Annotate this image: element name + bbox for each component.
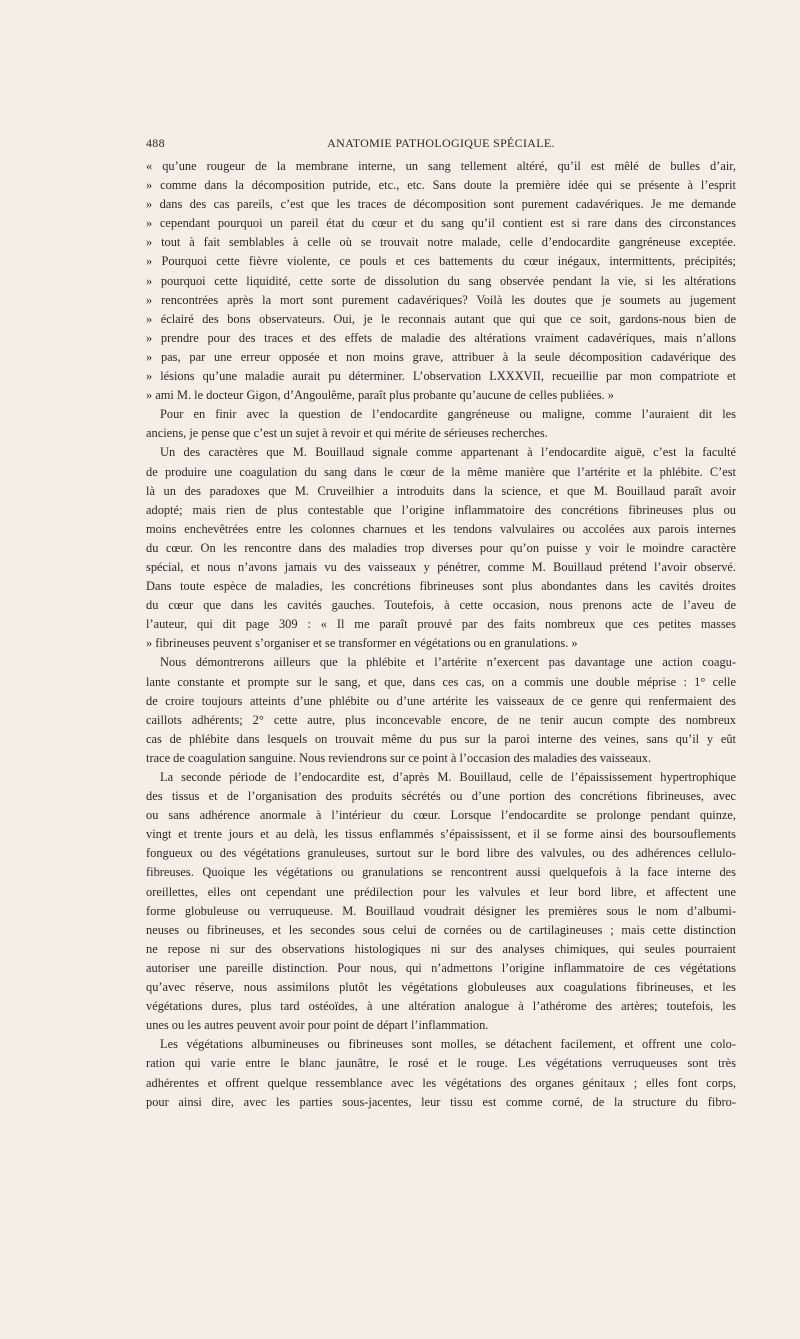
text-line: Dans toute espèce de maladies, les concrétions fibrineuses sont plus abondantes dans les cavités droites <box>146 579 736 594</box>
page-header <box>146 136 736 154</box>
text-line: anciens, je pense que c’est un sujet à revoir et qui mérite de sérieuses recherches. <box>146 426 548 441</box>
text-line: autoriser une pareille distinction. Pour nous, qui n’admettons l’origine inflammatoire de ces végétations <box>146 960 736 975</box>
text-line: oreillettes, elles ont cependant une prédilection pour les valvules et leur bord libre, et affectent une <box>146 884 736 899</box>
page-number: 488 <box>146 136 165 150</box>
text-line: végétations dures, plus tard ostéoïdes, à une altération analogue à l’athérome des artères; toutefois, les <box>146 999 736 1014</box>
text-line: du cœur. On les rencontre dans des maladies trop diverses pour qu’on puisse y voir le moindre caractère <box>146 540 736 555</box>
text-line: vingt et trente jours et au delà, les tissus enflammés s’épaississent, et il se forme ainsi des boursouflements <box>146 827 736 842</box>
text-line: unes ou les autres peuvent avoir pour point de départ l’inflammation. <box>146 1018 489 1033</box>
text-line: l’auteur, qui dit page 309 : « Il me paraît prouvé par des faits nombreux que ces petites masses <box>146 617 736 632</box>
text-line: » fibrineuses peuvent s’organiser et se transformer en végétations ou en granulations. » <box>146 636 578 651</box>
text-line: trace de coagulation sanguine. Nous reviendrons sur ce point à l’occasion des maladies des vaisseaux. <box>146 750 652 765</box>
text-line: neuses ou fibrineuses, et les secondes sous celui de cornées ou de cartilagineuses ; mais cette distinction <box>146 922 736 937</box>
text-line: des tissus et de l’organisation des produits sécrétés ou d’une portion des concrétions fibrineuses, avec <box>146 789 736 804</box>
body-text <box>146 157 736 1112</box>
text-line: pour ainsi dire, avec les parties sous-jacentes, leur tissu est comme corné, de la structure du fibro- <box>146 1094 736 1109</box>
text-line: caillots adhérents; 2° cette autre, plus inconcevable encore, de ne tenir aucun compte des nombreux <box>146 712 736 727</box>
text-line: de produire une coagulation du sang dans le cœur de la même manière que l’artérite et la phlébite. C’est <box>146 464 736 479</box>
text-line: » rencontrées après la mort sont purement cadavériques? Voilà les doutes que je soumets au jugement <box>146 292 736 307</box>
text-line: spécial, et nous n’avons jamais vu des vaisseaux y pénétrer, comme M. Bouillaud prétend l’avoir observé. <box>146 559 736 574</box>
text-line: de croire toujours atteints d’une phlébite ou d’une artérite les vaisseaux de ce genre qui renfermaient des <box>146 693 736 708</box>
text-line: » pas, par une erreur opposée et non moins grave, attribuer à la seule décomposition cadavérique des <box>146 349 736 364</box>
text-line: ne repose ni sur des observations histologiques ni sur des analyses chimiques, qui seules pourraient <box>146 941 736 956</box>
text-line: lante constante et prompte sur le sang, et que, dans ces cas, on a commis une double méprise : 1° celle <box>146 674 736 689</box>
text-line: adopté; mais rien de plus contestable que l’origine inflammatoire des concrétions fibrineuses plus ou <box>146 502 736 517</box>
text-line: » pourquoi cette liquidité, cette sorte de dissolution du sang observée pendant la vie, si les altérations <box>146 273 736 288</box>
text-line: ou sans adhérence anormale à l’intérieur du cœur. Lorsque l’endocardite se prolonge pendant quinze, <box>146 808 736 823</box>
running-title: ANATOMIE PATHOLOGIQUE SPÉCIALE. <box>327 136 555 150</box>
text-line: ration qui varie entre le blanc jaunâtre, le rosé et le rouge. Les végétations verruqueuses sont très <box>146 1056 736 1071</box>
text-line: » prendre pour des traces et des effets de maladie des altérations vraiment cadavériques, mais n’allons <box>146 330 736 345</box>
text-line: » ami M. le docteur Gigon, d’Angoulême, paraît plus probante qu’aucune de celles publiées. » <box>146 388 614 403</box>
text-line: Un des caractères que M. Bouillaud signale comme appartenant à l’endocardite aiguë, c’est la faculté <box>160 445 736 460</box>
text-line: Les végétations albumineuses ou fibrineuses sont molles, se détachent facilement, et offrent une colo- <box>160 1037 736 1052</box>
text-line: » dans des cas pareils, c’est que les traces de décomposition sont purement cadavériques. Je me demande <box>146 197 736 212</box>
text-line: forme globuleuse ou verruqueuse. M. Bouillaud voudrait désigner les premières sous le nom d’albumi- <box>146 903 736 918</box>
text-line: cas de phlébite dans lesquels on trouvait même du pus sur la paroi interne des veines, sans qu’il y eût <box>146 731 736 746</box>
text-line: Pour en finir avec la question de l’endocardite gangréneuse ou maligne, comme l’auraient dit les <box>160 407 736 422</box>
text-line: moins enchevêtrées entre les colonnes charnues et les tendons valvulaires ou accolées aux parois internes <box>146 521 736 536</box>
text-line: » tout à fait semblables à celle où se trouvait notre malade, celle d’endocardite gangréneuse exceptée. <box>146 235 736 250</box>
text-line: » lésions qu’une maladie aurait pu déterminer. L’observation LXXXVII, recueillie par mon compatriote et <box>146 369 736 384</box>
text-line: là un des paradoxes que M. Cruveilhier a introduits dans la science, et que M. Bouillaud paraît avoir <box>146 483 736 498</box>
text-line: adhérentes et offrent quelque ressemblance avec les végétations des organes génitaux ; elles font corps, <box>146 1075 736 1090</box>
text-line: « qu’une rougeur de la membrane interne, un sang tellement altéré, qu’il est mêlé de bulles d’air, <box>146 159 736 173</box>
text-line: » cependant pourquoi un pareil état du cœur et du sang qu’il contient est si rare dans des circonstances <box>146 216 736 231</box>
text-line: » Pourquoi cette fièvre violente, ce pouls et ces battements du cœur inégaux, intermittents, précipités; <box>146 254 736 269</box>
text-line: fongueux ou des végétations granuleuses, surtout sur le bord libre des valvules, ou des adhérences cellulo- <box>146 846 736 861</box>
text-line: du cœur que dans les cavités gauches. Toutefois, à cette occasion, nous prenons acte de l’aveu de <box>146 598 736 613</box>
text-line: Nous démontrerons ailleurs que la phlébite et l’artérite n’exercent pas davantage une action coagu- <box>160 655 736 670</box>
text-line: » comme dans la décomposition putride, etc., etc. Sans doute la première idée qui se présente à l’esprit <box>146 178 736 193</box>
text-line: » éclairé des bons observateurs. Oui, je le reconnais autant que qui que ce soit, gardons-nous bien de <box>146 311 736 326</box>
text-line: fibreuses. Quoique les végétations ou granulations se rencontrent aussi quelquefois à la face interne des <box>146 865 736 880</box>
text-line: La seconde période de l’endocardite est, d’après M. Bouillaud, celle de l’épaississement hypertrophique <box>160 770 736 784</box>
text-line: qu’avec réserve, nous assimilons plutôt les végétations globuleuses aux coagulations fibrineuses, et les <box>146 980 736 995</box>
